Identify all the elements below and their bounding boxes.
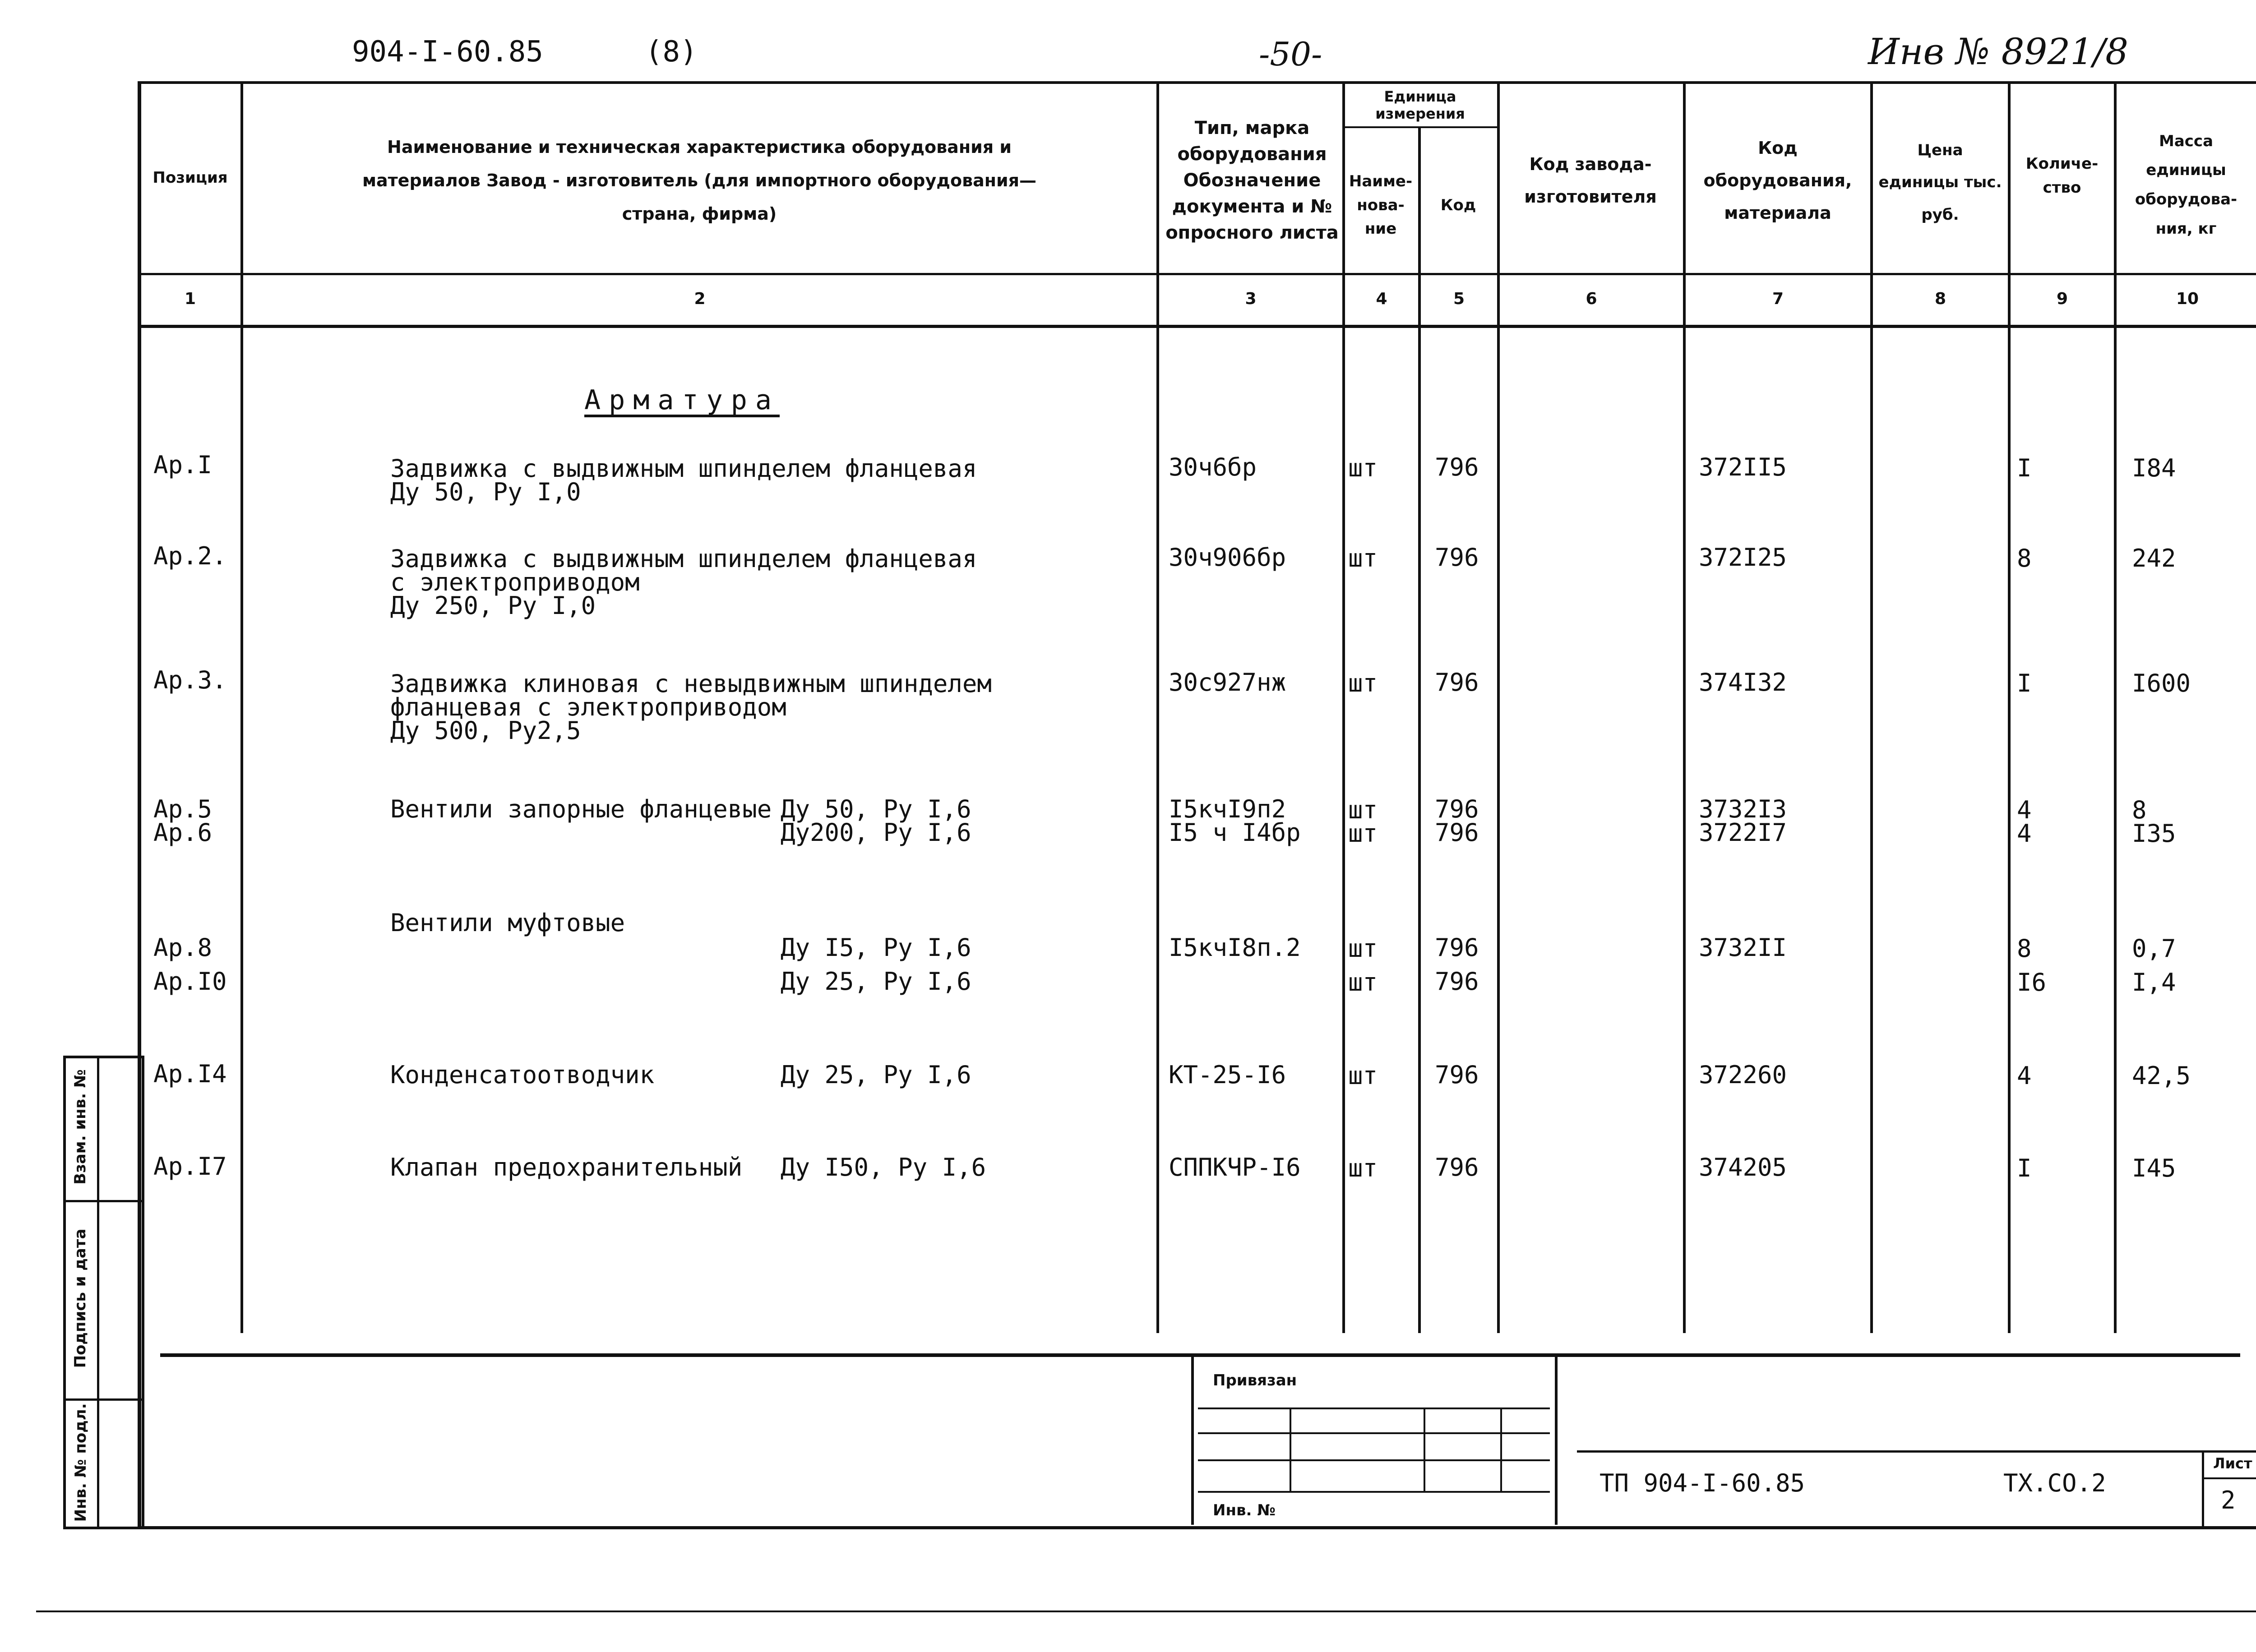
- col-number: 3: [1245, 290, 1257, 308]
- header-mass: Масса единицы оборудова- ния, кг: [2135, 132, 2238, 238]
- row-position: Ар.8: [153, 933, 213, 962]
- side-label: Взам. инв. №: [71, 1069, 89, 1185]
- row-qty: I: [2017, 1154, 2032, 1182]
- side-label: Подпись и дата: [71, 1228, 89, 1368]
- row-unit-code: 796: [1435, 543, 1479, 572]
- row-unit-code: 796: [1435, 668, 1479, 697]
- row-type: 30ч906бр: [1169, 543, 1286, 572]
- col-number: 4: [1376, 290, 1387, 308]
- row-mass: 242: [2132, 544, 2176, 572]
- row-mass: 42,5: [2132, 1061, 2191, 1090]
- row-position: Ар.3.: [153, 666, 227, 694]
- row-name: Задвижка с выдвижным шпинделем фланцевая с электроприводом Ду 250, Ру I,0: [390, 545, 977, 620]
- col-number: 7: [1772, 290, 1784, 308]
- doc-code: 904-I-60.85: [352, 35, 543, 69]
- side-label: Инв. № подл.: [72, 1403, 90, 1522]
- row-name: Вентили запорные фланцевые: [390, 795, 772, 823]
- inv-label: Инв. №: [1213, 1501, 1276, 1519]
- doc-designation: ТП 904-I-60.85: [1600, 1469, 1805, 1497]
- header-price: Цена единицы тыс. руб.: [1878, 141, 2002, 224]
- row-spec: Ду 25, Ру I,6: [781, 1061, 971, 1089]
- row-mass: 0,7: [2132, 934, 2176, 963]
- row-qty: I: [2017, 454, 2032, 482]
- row-name: Конденсатоотводчик: [390, 1061, 655, 1089]
- row-name: Вентили муфтовые: [390, 909, 625, 937]
- row-mass: I45: [2132, 1154, 2176, 1182]
- header-equip-code: Код оборудования, материала: [1703, 138, 1852, 223]
- col-number: 1: [184, 290, 196, 308]
- col-number: 6: [1586, 290, 1597, 308]
- row-name: Клапан предохранительный: [390, 1153, 743, 1181]
- row-mass: I84: [2132, 454, 2176, 482]
- row-qty: 8: [2017, 934, 2032, 963]
- row-unit: шт: [1348, 1061, 1378, 1090]
- sheet-part: (8): [645, 35, 698, 69]
- row-unit-code: 796 796: [1435, 795, 1479, 847]
- row-spec: Ду 50, Ру I,6 Ду200, Ру I,6: [781, 795, 971, 847]
- col-number: 10: [2176, 290, 2199, 308]
- row-position: Ар.I0: [153, 967, 227, 996]
- row-position: Ар.I4: [153, 1060, 227, 1088]
- row-qty: 4: [2017, 1061, 2032, 1090]
- row-unit-code: 796: [1435, 1153, 1479, 1181]
- row-type: I5кчI8п.2: [1169, 933, 1301, 962]
- row-type: КТ-25-I6: [1169, 1061, 1286, 1089]
- row-unit: шт: [1348, 454, 1378, 482]
- row-equip-code: 374205: [1699, 1153, 1787, 1181]
- header-qty: Количе- ство: [2025, 155, 2099, 197]
- col-number: 8: [1934, 290, 1946, 308]
- row-unit: шт: [1348, 544, 1378, 572]
- row-position: Ар.5 Ар.6: [153, 795, 213, 847]
- row-unit: шт шт: [1348, 796, 1378, 848]
- row-position: Ар.I7: [153, 1152, 227, 1181]
- row-mass: I,4: [2132, 968, 2176, 997]
- row-unit: шт: [1348, 934, 1378, 963]
- row-unit-code: 796: [1435, 967, 1479, 996]
- row-qty: I: [2017, 669, 2032, 697]
- row-spec: Ду 25, Ру I,6: [781, 967, 971, 996]
- row-equip-code: 374I32: [1699, 668, 1787, 697]
- row-equip-code: 372I25: [1699, 543, 1787, 572]
- page-number: -50-: [1259, 35, 1322, 73]
- row-spec: Ду I50, Ру I,6: [781, 1153, 986, 1181]
- row-qty: I6: [2017, 968, 2047, 997]
- row-equip-code: 372II5: [1699, 453, 1787, 481]
- doc-mark: ТХ.СО.2: [2003, 1469, 2106, 1497]
- row-equip-code: 3732I3 3722I7: [1699, 795, 1787, 847]
- row-unit-code: 796: [1435, 1061, 1479, 1089]
- tied-label: Привязан: [1213, 1371, 1297, 1389]
- row-mass: I600: [2132, 669, 2191, 697]
- row-type: I5кчI9п2 I5 ч I4бр: [1169, 795, 1301, 847]
- col-number: 2: [694, 290, 706, 308]
- row-spec: Ду I5, Ру I,6: [781, 933, 971, 962]
- row-unit-code: 796: [1435, 933, 1479, 962]
- row-unit-code: 796: [1435, 453, 1479, 481]
- section-title: Арматура: [584, 384, 780, 416]
- row-name: Задвижка с выдвижным шпинделем фланцевая Ду 50, Ру I,0: [390, 454, 977, 506]
- header-plant-code: Код завода- изготовителя: [1524, 154, 1657, 207]
- row-qty: 4 4: [2017, 796, 2032, 848]
- row-equip-code: 372260: [1699, 1061, 1787, 1089]
- col-number: 9: [2056, 290, 2068, 308]
- col-number: 5: [1453, 290, 1465, 308]
- sheet-number: 2: [2221, 1486, 2236, 1514]
- inventory-number: Инв № 8921/8: [1868, 31, 2129, 73]
- header-unit-name: Наиме- нова- ние: [1349, 172, 1413, 238]
- row-type: СППКЧР-I6: [1169, 1153, 1301, 1181]
- header-unit-code: Код: [1440, 196, 1476, 214]
- header-position: Позиция: [153, 169, 228, 187]
- row-position: Ар.I: [153, 451, 213, 479]
- row-type: 30ч6бр: [1169, 453, 1257, 481]
- row-position: Ар.2.: [153, 542, 227, 570]
- row-mass: 8 I35: [2132, 796, 2176, 848]
- row-type: 30с927нж: [1169, 668, 1286, 697]
- row-unit: шт: [1348, 669, 1378, 697]
- row-qty: 8: [2017, 544, 2032, 572]
- sheet-label: Лист: [2213, 1455, 2252, 1472]
- row-unit: шт: [1348, 968, 1378, 997]
- row-equip-code: 3732II: [1699, 933, 1787, 962]
- header-unit-group: Единица измерения: [1375, 88, 1465, 122]
- row-unit: шт: [1348, 1154, 1378, 1182]
- row-name: Задвижка клиновая с невыдвижным шпинделем фланцевая с электроприводом Ду 500, Ру2,5: [390, 669, 992, 745]
- header-name: Наименование и техническая характеристика оборудования и материалов Завод - изготовитель (для импортного оборудования— страна, фирма): [362, 137, 1037, 224]
- header-type: Тип, марка оборудования Обозначение документа и № опросного листа: [1165, 118, 1339, 243]
